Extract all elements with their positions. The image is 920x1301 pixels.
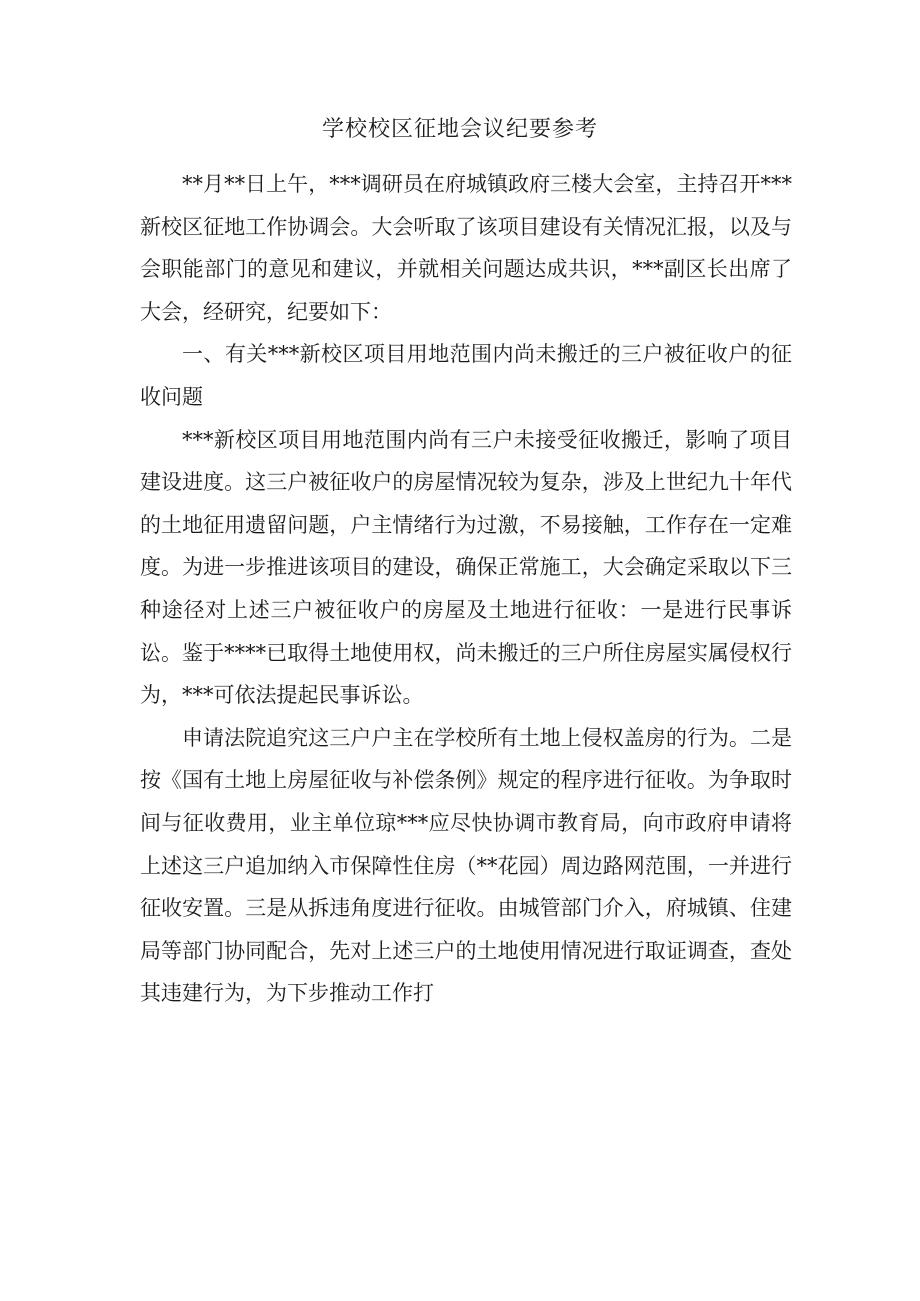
paragraph-intro: **月**日上午，***调研员在府城镇政府三楼大会室，主持召开***新校区征地工作协调会。大会听取了该项目建设有关情况汇报，以及与会职能部门的意见和建议，并就相关问题达成共识，***副区长出席了大会，经研究，纪要如下： [140,172,792,324]
paragraph-section-heading: 一、有关***新校区项目用地范围内尚未搬迁的三户被征收户的征收问题 [140,342,792,409]
paragraph-measures: 申请法院追究这三户户主在学校所有土地上侵权盖房的行为。二是按《国有土地上房屋征收与补偿条例》规定的程序进行征收。为争取时间与征收费用，业主单位琼***应尽快协调市教育局，向市政府申请将上述这三户追加纳入市保障性住房（**花园）周边路网范围，一并进行征收安置。三是从拆违角度进行征收。由城管部门介入，府城镇、住建局等部门协同配合，先对上述三户的土地使用情况进行取证调查，查处其违建行为，为下步推动工作打 [140,725,792,1006]
document-title: 学校校区征地会议纪要参考 [321,117,598,142]
document-body [140,163,792,1015]
paragraph-problem: ***新校区项目用地范围内尚有三户未接受征收搬迁，影响了项目建设进度。这三户被征收户的房屋情况较为复杂，涉及上世纪九十年代的土地征用遗留问题，户主情绪行为过激，不易接触，工作存在一定难度。为进一步推进该项目的建设，确保正常施工，大会确定采取以下三种途径对上述三户被征收户的房屋及土地进行征收：一是进行民事诉讼。鉴于****已取得土地使用权，尚未搬迁的三户所住房屋实属侵权行为，***可依法提起民事诉讼。 [140,427,792,708]
